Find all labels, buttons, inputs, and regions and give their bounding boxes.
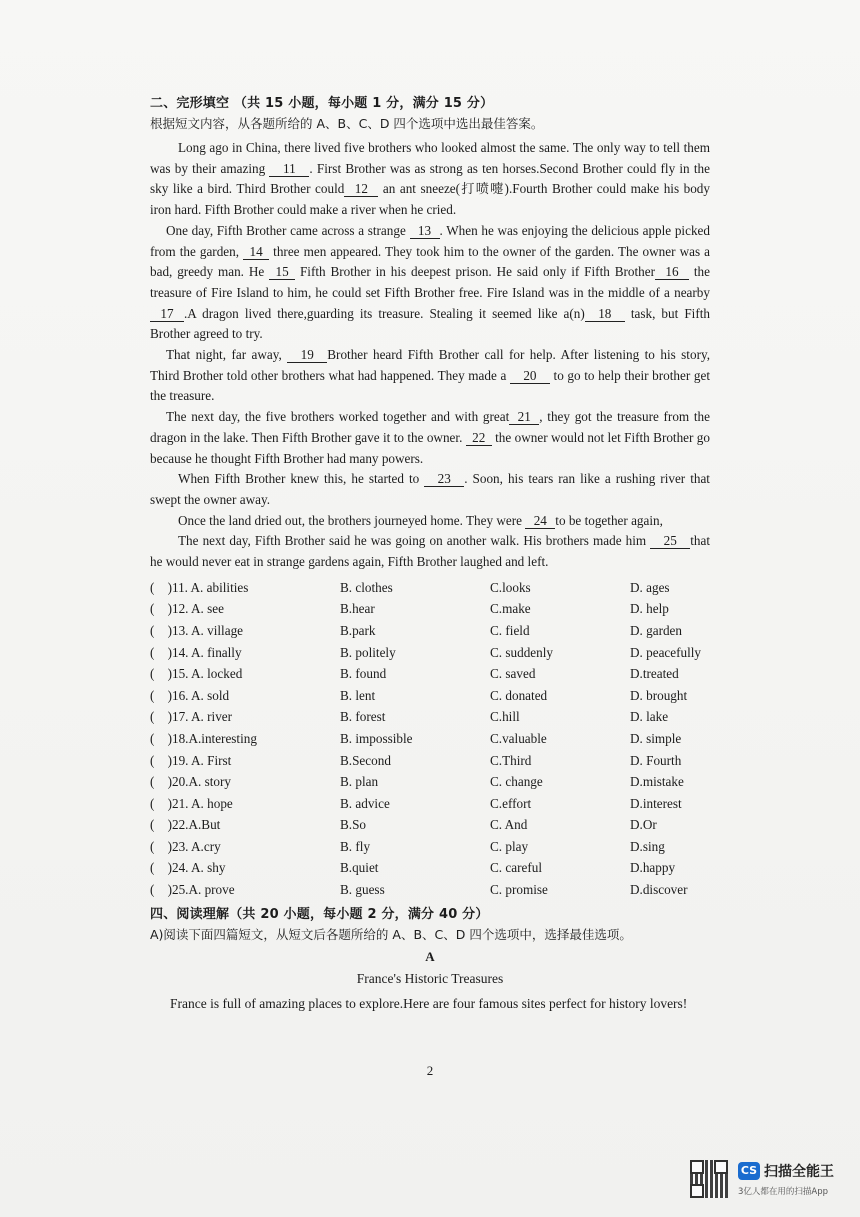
blank-24: 24 bbox=[525, 514, 555, 529]
section2-title: 二、完形填空 （共 15 小题，每小题 1 分，满分 15 分） bbox=[150, 96, 494, 111]
question-option: B.hear bbox=[340, 601, 375, 617]
qr-code-icon bbox=[690, 1160, 728, 1198]
question-option: C.looks bbox=[490, 579, 531, 595]
blank-20: 20 bbox=[510, 369, 550, 384]
options-list bbox=[150, 577, 710, 901]
question-option: B. fly bbox=[340, 838, 371, 854]
question-option: D. Fourth bbox=[630, 752, 682, 768]
question-row bbox=[150, 879, 710, 901]
passage-paragraph bbox=[150, 407, 710, 469]
question-option-a: ( )21. A. hope bbox=[150, 795, 233, 811]
passage-text: the treasure of Fire Island to him, he could set Fifth Brother free. Fire Island was in the middle of a nearby bbox=[150, 264, 710, 300]
page-number: 2 bbox=[426, 1063, 434, 1078]
question-option: D.discover bbox=[630, 882, 688, 898]
passage-text: That night, far away, bbox=[166, 347, 288, 363]
question-row bbox=[150, 598, 710, 620]
question-option: C.hill bbox=[490, 709, 520, 725]
passage-text: three men appeared. They took him to the owner of the garden. The owner was a bad, greedy man. He bbox=[150, 243, 710, 280]
question-row bbox=[150, 685, 710, 707]
passage-text: Fifth Brother in his deepest prison. He said only if Fifth Brother bbox=[295, 264, 655, 280]
question-option: D. simple bbox=[630, 730, 682, 746]
question-option: D. lake bbox=[630, 709, 669, 725]
question-option: D.happy bbox=[630, 860, 676, 876]
passage-paragraph bbox=[150, 469, 710, 510]
question-option: C. play bbox=[490, 838, 529, 854]
passage-letter: A bbox=[425, 948, 435, 964]
question-option: B. clothes bbox=[340, 579, 393, 595]
question-option: B. plan bbox=[340, 774, 379, 790]
question-option-a: ( )17. A. river bbox=[150, 709, 233, 725]
question-row bbox=[150, 793, 710, 815]
question-option: B.quiet bbox=[340, 860, 379, 876]
watermark-brand: 扫描全能王 bbox=[764, 1164, 834, 1180]
question-option: D. garden bbox=[630, 622, 682, 638]
question-option: D.sing bbox=[630, 838, 665, 854]
question-row bbox=[150, 728, 710, 750]
blank-22: 22 bbox=[466, 431, 492, 446]
passage-text: . First Brother was as strong as ten horses.Second Brother could fly in the sky like a bird. Third Brother could bbox=[150, 160, 710, 197]
question-row bbox=[150, 663, 710, 685]
question-option-a: ( )22.A.But bbox=[150, 817, 221, 833]
passage-paragraph bbox=[150, 511, 710, 532]
section2-instruction: 根据短文内容，从各题所给的 A、B、C、D 四个选项中选出最佳答案。 bbox=[150, 116, 544, 131]
question-option: C. change bbox=[490, 774, 543, 790]
blank-15: 15 bbox=[269, 265, 295, 280]
question-option: C. careful bbox=[490, 860, 542, 876]
passage-text: One day, Fifth Brother came across a strange bbox=[166, 222, 410, 238]
passage-text: Once the land dried out, the brothers journeyed home. They were bbox=[178, 512, 526, 528]
question-option: D.Or bbox=[630, 817, 657, 833]
question-option-a: ( )16. A. sold bbox=[150, 687, 230, 703]
section4-title: 四、阅读理解（共 20 小题，每小题 2 分，满分 40 分） bbox=[150, 906, 489, 922]
blank-18: 18 bbox=[585, 307, 625, 322]
question-option: D.mistake bbox=[630, 774, 684, 790]
section4 bbox=[150, 903, 710, 1015]
question-option: D. brought bbox=[630, 687, 688, 703]
blank-17: 17 bbox=[150, 307, 184, 322]
question-row bbox=[150, 577, 710, 599]
passage-text: Brother heard Fifth Brother call for help. After listening to his story, Third Brother told other brothers what had happened. They made a bbox=[150, 347, 710, 383]
question-row bbox=[150, 642, 710, 664]
passage-text: an ant sneeze(打喷嚏).Fourth Brother could make his body iron hard. Fifth Brother could make a river when he cried. bbox=[150, 181, 710, 218]
scanner-watermark bbox=[690, 1160, 850, 1202]
camscanner-logo-icon: CS bbox=[738, 1162, 760, 1180]
question-option: B.So bbox=[340, 817, 367, 833]
question-option: D. peacefully bbox=[630, 644, 702, 660]
blank-12: 12 bbox=[344, 182, 378, 197]
question-option-a: ( )24. A. shy bbox=[150, 860, 226, 876]
question-option: C. field bbox=[490, 622, 530, 638]
passage-text: , they got the treasure from the dragon in the lake. Then Fifth Brother gave it to the owner. bbox=[150, 409, 710, 445]
passage-text: . When he was enjoying the delicious apple picked from the garden, bbox=[150, 222, 710, 259]
question-option-a: ( )19. A. First bbox=[150, 752, 232, 768]
question-option: C. promise bbox=[490, 882, 548, 898]
question-option-a: ( )23. A.cry bbox=[150, 838, 221, 854]
blank-13: 13 bbox=[410, 224, 440, 239]
question-option: D. ages bbox=[630, 579, 670, 595]
blank-21: 21 bbox=[509, 410, 539, 425]
passage-text: that he would never eat in strange gardens again, Fifth Brother laughed and left. bbox=[150, 533, 710, 570]
question-option: C.Third bbox=[490, 752, 532, 768]
question-option: C.make bbox=[490, 601, 531, 617]
question-option: B.park bbox=[340, 622, 376, 638]
passage-text: The next day, Fifth Brother said he was going on another walk. His brothers made him bbox=[178, 533, 651, 549]
section4-instruction: A)阅读下面四篇短文，从短文后各题所给的 A、B、C、D 四个选项中，选择最佳选项。 bbox=[150, 926, 632, 942]
question-option-a: ( )13. A. village bbox=[150, 622, 244, 638]
question-option: C. And bbox=[490, 817, 528, 833]
question-option-a: ( )15. A. locked bbox=[150, 666, 243, 682]
question-option: B. advice bbox=[340, 795, 390, 811]
passage-text: to go to help their brother get the treasure. bbox=[150, 367, 710, 404]
question-option: C.effort bbox=[490, 795, 532, 811]
passage-body: France is full of amazing places to explore.Here are four famous sites perfect for history lovers! bbox=[170, 995, 688, 1011]
question-option: B. politely bbox=[340, 644, 396, 660]
question-row bbox=[150, 620, 710, 642]
passage-paragraph bbox=[150, 221, 710, 345]
question-row bbox=[150, 706, 710, 728]
cloze-passage bbox=[150, 138, 710, 573]
passage-text: task, but Fifth Brother agreed to try. bbox=[150, 305, 710, 342]
blank-11: 11 bbox=[269, 162, 309, 177]
question-option: C.valuable bbox=[490, 730, 547, 746]
question-row bbox=[150, 857, 710, 879]
blank-25: 25 bbox=[650, 534, 690, 549]
question-row bbox=[150, 814, 710, 836]
question-row bbox=[150, 771, 710, 793]
question-option-a: ( )14. A. finally bbox=[150, 644, 242, 660]
question-option: D.interest bbox=[630, 795, 682, 811]
passage-paragraph bbox=[150, 531, 710, 572]
question-row bbox=[150, 750, 710, 772]
question-option-a: ( )12. A. see bbox=[150, 601, 224, 617]
question-option: C. saved bbox=[490, 666, 536, 682]
watermark-slogan: 3亿人都在用的扫描App bbox=[738, 1187, 829, 1197]
question-option-a: ( )20.A. story bbox=[150, 774, 231, 790]
question-row bbox=[150, 836, 710, 858]
blank-19: 19 bbox=[287, 348, 327, 363]
question-option-a: ( )11. A. abilities bbox=[150, 579, 249, 595]
passage-text: .A dragon lived there,guarding its treasure. Stealing it seemed like a(n) bbox=[184, 305, 585, 321]
blank-16: 16 bbox=[655, 265, 689, 280]
blank-23: 23 bbox=[424, 472, 464, 487]
passage-text: When Fifth Brother knew this, he started to bbox=[178, 471, 425, 487]
passage-text: the owner would not let Fifth Brother go because he thought Fifth Brother had many powers. bbox=[150, 429, 710, 466]
passage-text: The next day, the five brothers worked together and with great bbox=[166, 409, 510, 425]
question-option: B. guess bbox=[340, 882, 385, 898]
passage-title: France's Historic Treasures bbox=[356, 970, 504, 986]
question-option-a: ( )18.A.interesting bbox=[150, 730, 257, 746]
question-option: D.treated bbox=[630, 666, 679, 682]
passage-text: to be together again, bbox=[555, 512, 663, 528]
question-option: C. suddenly bbox=[490, 644, 554, 660]
question-option: C. donated bbox=[490, 687, 548, 703]
question-option: B. forest bbox=[340, 709, 386, 725]
blank-14: 14 bbox=[243, 245, 269, 260]
passage-text: . Soon, his tears ran like a rushing river that swept the owner away. bbox=[150, 471, 710, 507]
question-option: B.Second bbox=[340, 752, 391, 768]
passage-paragraph bbox=[150, 138, 710, 221]
question-option-a: ( )25.A. prove bbox=[150, 882, 235, 898]
question-option: B. impossible bbox=[340, 730, 413, 746]
question-option: B. lent bbox=[340, 687, 376, 703]
question-option: B. found bbox=[340, 666, 387, 682]
passage-text: Long ago in China, there lived five brothers who looked almost the same. The only way to tell them was by their amazing bbox=[150, 140, 710, 176]
passage-paragraph bbox=[150, 345, 710, 407]
question-option: D. help bbox=[630, 601, 669, 617]
page-content bbox=[150, 92, 710, 1015]
